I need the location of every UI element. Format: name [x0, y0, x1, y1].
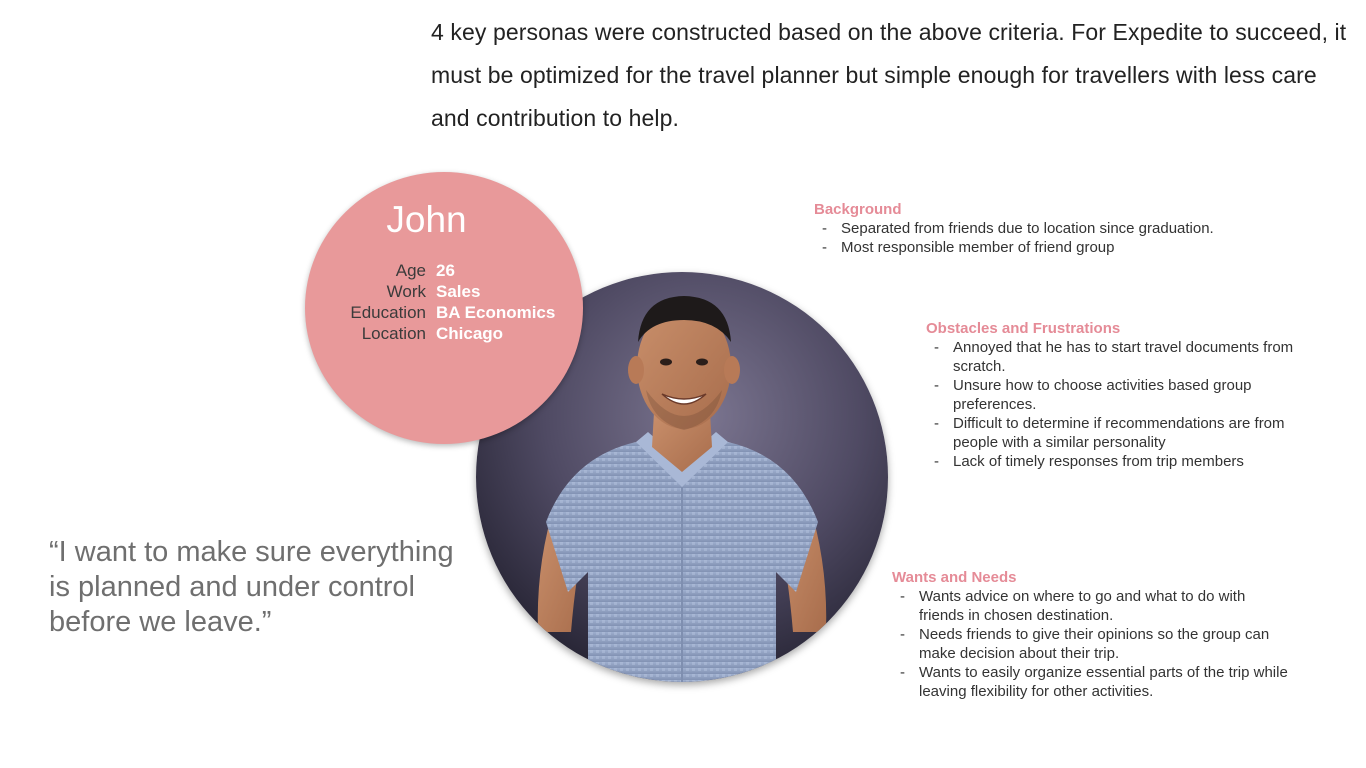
wants-list: [892, 587, 1292, 701]
fact-row-location: [305, 323, 583, 344]
list-item: - Wants advice on where to go and what to do with friends in chosen destination.: [892, 587, 1292, 625]
list-item: - Annoyed that he has to start travel documents from scratch.: [926, 338, 1326, 376]
obstacles-list: [926, 338, 1326, 471]
list-item: - Separated from friends due to location since graduation.: [814, 219, 1264, 238]
fact-row-work: [305, 281, 583, 302]
fact-row-education: [305, 302, 583, 323]
section-title: Obstacles and Frustrations: [926, 320, 1121, 337]
section-title: Wants and Needs: [892, 569, 1017, 586]
fact-label: Location: [361, 324, 426, 343]
fact-label: Age: [395, 261, 426, 280]
persona-quote: “I want to make sure everything is planned and under control before we leave.”: [49, 536, 454, 638]
fact-value: BA Economics: [436, 303, 556, 322]
fact-row-age: [305, 260, 583, 281]
list-item: - Lack of timely responses from trip members: [926, 452, 1326, 471]
list-item: - Wants to easily organize essential parts of the trip while leaving flexibility for other activities.: [892, 663, 1292, 701]
section-title: Background: [814, 201, 902, 218]
persona-name: John: [386, 199, 467, 240]
fact-value: 26: [436, 261, 455, 280]
persona-info-circle: [305, 172, 583, 444]
obstacles-section: [926, 319, 1326, 471]
background-section: [814, 200, 1264, 257]
background-list: [814, 219, 1264, 257]
list-item: - Unsure how to choose activities based group preferences.: [926, 376, 1326, 414]
fact-label: Work: [386, 282, 426, 301]
list-item: - Most responsible member of friend group: [814, 238, 1264, 257]
fact-label: Education: [350, 303, 426, 322]
list-item: - Needs friends to give their opinions so the group can make decision about their trip.: [892, 625, 1292, 663]
persona-facts: [305, 260, 583, 344]
fact-value: Chicago: [436, 324, 504, 343]
intro-paragraph: 4 key personas were constructed based on the above criteria. For Expedite to succeed, it must be optimized for the travel planner but simple enough for travellers with less care and contribution to help.: [431, 19, 1347, 131]
fact-value: Sales: [436, 282, 481, 301]
wants-section: [892, 568, 1292, 701]
list-item: - Difficult to determine if recommendations are from people with a similar personality: [926, 414, 1326, 452]
